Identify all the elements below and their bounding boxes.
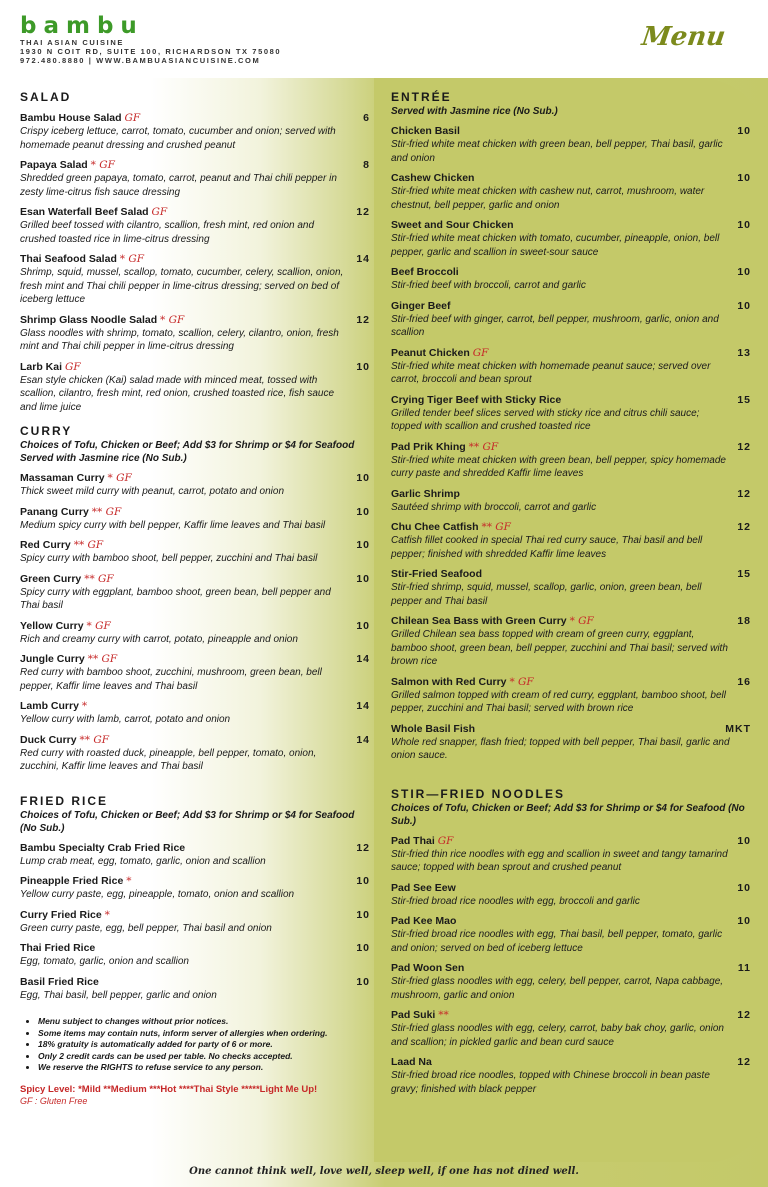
- menu-item-title: [391, 723, 475, 736]
- menu-item-price: 12: [737, 487, 751, 500]
- entree-list: [391, 125, 751, 763]
- menu-item-name: Pad Woon Sen: [391, 962, 465, 974]
- menu-item-price: 13: [737, 346, 751, 359]
- menu-item-name: Pad Kee Mao: [391, 915, 457, 927]
- menu-item-description: Stir-fried thin rice noodles with egg and scallion in sweet and tangy tamarind sauce; topped with bean sprout and crushed peanut: [391, 848, 728, 873]
- menu-item-diet-tag: * GF: [90, 159, 115, 171]
- menu-item-header: [20, 206, 370, 219]
- menu-item-header: [20, 942, 370, 955]
- menu-item-price: 14: [356, 700, 370, 712]
- menu-item-title: [20, 159, 115, 172]
- menu-item: [391, 172, 751, 212]
- menu-item-price: 10: [737, 299, 751, 312]
- menu-item: [391, 300, 751, 340]
- menu-item-description: Grilled Chilean sea bass topped with cream of green curry, eggplant, bamboo shoot, green bean, bell pepper, zucchini and Thai basil; served with brown rice: [391, 629, 728, 667]
- menu-item-diet-tag: ** GF: [84, 572, 114, 585]
- menu-item: [391, 347, 751, 387]
- menu-item-diet-tag: ** GF: [91, 505, 122, 518]
- menu-item-diet-tag: GF: [64, 360, 81, 373]
- menu-item: [391, 615, 751, 669]
- menu-item: [391, 676, 751, 716]
- menu-item-name: Laad Na: [391, 1056, 432, 1068]
- menu-item-price: 10: [737, 834, 751, 847]
- menu-item-description: Whole red snapper, flash fried; topped with bell pepper, Thai basil, garlic and onion sauce.: [391, 736, 730, 761]
- menu-item-price: 10: [356, 572, 370, 585]
- menu-item-title: [391, 1009, 449, 1022]
- menu-item-price: 12: [356, 313, 370, 326]
- menu-item-description: Rich and creamy curry with carrot, potato, pineapple and onion: [20, 633, 298, 645]
- menu-item-name: Thai Fried Rice: [20, 942, 96, 954]
- menu-item-diet-tag: ** GF: [468, 440, 499, 453]
- menu-item: [20, 539, 370, 566]
- menu-item-title: [391, 347, 488, 360]
- brand-subtitle: THAI ASIAN CUISINE: [20, 38, 124, 47]
- menu-item-title: [20, 700, 87, 713]
- menu-item-description: Yellow curry with lamb, carrot, potato and onion: [20, 714, 231, 725]
- menu-item-name: Sweet and Sour Chicken: [391, 219, 514, 231]
- menu-item-title: [20, 620, 111, 633]
- menu-item-title: [391, 521, 511, 534]
- menu-item-name: Basil Fried Rice: [20, 975, 99, 988]
- menu-item-name: Chu Chee Catfish: [391, 521, 479, 533]
- menu-item-title: [20, 472, 132, 485]
- brand-contact: 972.480.8880 | WWW.BAMBUASIANCUISINE.COM: [20, 56, 261, 65]
- menu-item: [20, 159, 370, 199]
- menu-item-name: Bambu Specialty Crab Fried Rice: [20, 841, 186, 854]
- menu-item-diet-tag: ** GF: [87, 653, 118, 665]
- menu-item-title: [20, 942, 95, 955]
- notes-list: [20, 1016, 370, 1074]
- menu-item-price: 15: [737, 393, 751, 406]
- menu-item-description: Thick sweet mild curry with peanut, carrot, potato and onion: [20, 486, 285, 497]
- spicy-level: Spicy Level: *Mild **Medium ***Hot ****Thai Style *****Light Me Up!: [20, 1083, 318, 1095]
- menu-item-title: [20, 361, 81, 374]
- menu-item-title: [391, 568, 482, 581]
- menu-item-title: [20, 506, 121, 519]
- header: [0, 0, 768, 78]
- menu-item-name: Stir-Fried Seafood: [391, 568, 483, 580]
- menu-item-header: [20, 734, 370, 747]
- menu-item-header: [20, 361, 370, 374]
- menu-item-header: [20, 472, 370, 485]
- menu-item-header: [391, 915, 751, 928]
- menu-item: [20, 472, 370, 499]
- menu-item-name: Bambu House Salad: [20, 112, 122, 124]
- menu-item-price: 10: [737, 125, 751, 137]
- note-item: • We reserve the RIGHTS to refuse service to any person.: [38, 1062, 370, 1074]
- menu-item-title: [20, 734, 109, 747]
- menu-item-header: [20, 976, 370, 989]
- menu-item-name: Crying Tiger Beef with Sticky Rice: [391, 393, 562, 406]
- menu-item-header: [20, 159, 370, 172]
- menu-item-diet-tag: ** GF: [79, 733, 110, 746]
- menu-item-price: 10: [356, 539, 370, 551]
- menu-item-description: Lump crab meat, egg, tomato, garlic, onion and scallion: [20, 855, 266, 867]
- menu-item: [391, 882, 751, 909]
- menu-item: [20, 573, 370, 613]
- salad-title: SALAD: [20, 90, 72, 104]
- menu-item-title: [20, 573, 114, 586]
- menu-item-name: Yellow Curry: [20, 619, 84, 632]
- menu-item-name: Duck Curry: [20, 733, 77, 746]
- menu-item-description: Yellow curry paste, egg, pineapple, tomato, onion and scallion: [20, 889, 295, 900]
- menu-item-description: Shredded green papaya, tomato, carrot, peanut and Thai chili pepper in zesty lime-citrus fish sauce dressing: [20, 173, 337, 198]
- menu-item-name: Esan Waterfall Beef Salad: [20, 206, 149, 218]
- menu-item-description: Shrimp, squid, mussel, scallop, tomato, cucumber, celery, scallion, onion, fresh mint and Thai chili pepper in lime-citrus dressing; served on bed of iceberg lettuce: [20, 267, 344, 305]
- menu-item: [20, 909, 370, 936]
- menu-item-name: Panang Curry: [20, 505, 89, 518]
- menu-item-header: [391, 1009, 751, 1022]
- menu-item-header: [20, 653, 370, 666]
- menu-item-header: [391, 723, 751, 736]
- menu-item-title: [20, 909, 110, 922]
- menu-item-title: [391, 488, 460, 501]
- menu-item-diet-tag: * GF: [509, 675, 534, 688]
- menu-item-name: Pad Thai: [391, 834, 435, 847]
- menu-item-price: 6: [363, 112, 370, 124]
- menu-item: [391, 962, 751, 1002]
- menu-item-price: 14: [356, 733, 370, 746]
- menu-item-header: [20, 700, 370, 713]
- menu-item: [391, 488, 751, 515]
- menu-item-price: 11: [737, 962, 751, 974]
- note-item: • 18% gratuity is automatically added for party of 6 or more.: [38, 1039, 370, 1051]
- menu-item-description: Medium spicy curry with bell pepper, Kaffir lime leaves and Thai basil: [20, 519, 326, 531]
- menu-item-price: 10: [356, 942, 370, 954]
- menu-item-description: Stir-fried broad rice noodles, topped with Chinese broccoli in bean paste gravy; finished with black pepper: [391, 1070, 710, 1095]
- menu-item-price: 14: [356, 253, 370, 265]
- menu-item-title: [391, 125, 460, 138]
- menu-item-description: Red curry with roasted duck, pineapple, bell pepper, tomato, onion, zucchini, Kaffir lime leaves and Thai basil: [20, 747, 317, 772]
- menu-item-price: 10: [356, 875, 370, 887]
- noodles-note: Choices of Tofu, Chicken or Beef; Add $3 for Shrimp or $4 for Seafood (No Sub.): [391, 802, 745, 827]
- menu-item-price: 10: [737, 915, 751, 927]
- menu-item-price: 12: [356, 841, 370, 854]
- menu-item-title: [20, 206, 167, 219]
- menu-item-header: [20, 539, 370, 552]
- menu-title: Menu: [639, 22, 728, 52]
- menu-item-diet-tag: *: [104, 908, 110, 921]
- note-item: • Only 2 credit cards can be used per table. No checks accepted.: [38, 1051, 370, 1063]
- menu-item: [20, 253, 370, 307]
- menu-item-header: [20, 253, 370, 266]
- menu-item-price: 10: [356, 505, 370, 518]
- menu-item: [391, 521, 751, 561]
- menu-item-name: Whole Basil Fish: [391, 722, 476, 735]
- menu-item-description: Crispy iceberg lettuce, carrot, tomato, cucumber and onion; served with homemade peanut dressing and crushed peanut: [20, 126, 336, 151]
- menu-item-title: [391, 172, 474, 185]
- menu-item-description: Stir-fried white meat chicken with green bean, bell pepper, spicy homemade curry paste and shredded Kaffir lime leaves: [391, 454, 726, 479]
- menu-item-header: [391, 521, 751, 534]
- menu-item-title: [391, 835, 453, 848]
- fried-rice-list: [20, 842, 370, 1003]
- menu-item-description: Spicy curry with eggplant, bamboo shoot, green bean, bell pepper and Thai basil: [20, 586, 331, 611]
- menu-item-title: [391, 1056, 432, 1069]
- menu-item-header: [391, 962, 751, 975]
- menu-item-name: Chicken Basil: [391, 125, 460, 137]
- menu-item: [20, 112, 370, 152]
- note-item: • Some items may contain nuts, inform server of allergies when ordering.: [38, 1028, 370, 1040]
- menu-item-title: [391, 300, 451, 313]
- menu-item: [391, 1056, 751, 1096]
- menu-item-title: [20, 653, 117, 666]
- menu-item-header: [20, 620, 370, 633]
- menu-item-description: Grilled beef tossed with cilantro, scallion, fresh mint, red onion and crushed toasted rice in lime-citrus dressing: [20, 220, 315, 245]
- menu-item-title: [391, 962, 464, 975]
- menu-item-header: [391, 676, 751, 689]
- menu-item-price: 12: [356, 206, 370, 218]
- footer-quote: One cannot think well, love well, sleep well, if one has not dined well.: [189, 1166, 579, 1177]
- noodles-list: [391, 835, 751, 1097]
- menu-item-diet-tag: *: [81, 700, 88, 712]
- menu-item-name: Lamb Curry: [20, 700, 79, 712]
- menu-item-name: Pad See Eew: [391, 881, 456, 894]
- menu-item-description: Grilled salmon topped with cream of red curry, eggplant, bamboo shoot, bell pepper, zucchini and Thai basil; served with brown rice: [391, 689, 726, 714]
- menu-item-title: [391, 615, 594, 628]
- menu-item-title: [391, 219, 514, 232]
- menu-item-title: [391, 882, 456, 895]
- menu-item-price: 10: [737, 172, 751, 184]
- menu-item-name: Pad Prik Khing: [391, 440, 466, 453]
- menu-item: [391, 394, 751, 434]
- menu-item-name: Larb Kai: [20, 360, 63, 373]
- curry-list: [20, 472, 370, 774]
- menu-item-header: [391, 882, 751, 895]
- menu-item-title: [391, 266, 459, 279]
- menu-item-description: Red curry with bamboo shoot, zucchini, mushroom, green bean, bell pepper, Kaffir lime leaves and Thai basil: [20, 667, 322, 692]
- menu-item-header: [391, 615, 751, 628]
- menu-item-title: [391, 394, 561, 407]
- menu-item-description: Egg, Thai basil, bell pepper, garlic and onion: [20, 989, 217, 1001]
- entree-title: ENTRÉE: [391, 90, 452, 104]
- brand-address: 1930 N COIT RD, SUITE 100, RICHARDSON TX 75080: [20, 47, 282, 56]
- menu-item-title: [20, 539, 103, 552]
- menu-item-diet-tag: * GF: [86, 619, 111, 632]
- menu-item-title: [20, 976, 99, 989]
- menu-item-name: Papaya Salad: [20, 159, 88, 171]
- menu-item-price: 8: [363, 159, 370, 171]
- menu-item-description: Spicy curry with bamboo shoot, bell pepper, zucchini and Thai basil: [20, 553, 318, 564]
- menu-item-name: Beef Broccoli: [391, 266, 459, 278]
- menu-item-description: Stir-fried beef with ginger, carrot, bell pepper, mushroom, garlic, onion and scallion: [391, 313, 719, 338]
- menu-item-price: 10: [356, 908, 370, 921]
- menu-item-name: Peanut Chicken: [391, 346, 470, 359]
- menu-item-description: Grilled tender beef slices served with sticky rice and citrus chili sauce; topped with scallion and crushed toasted rice: [391, 407, 700, 432]
- right-column: [391, 82, 751, 1096]
- menu-item-name: Salmon with Red Curry: [391, 675, 507, 688]
- menu-item-name: Chilean Sea Bass with Green Curry: [391, 615, 567, 627]
- note-item: • Menu subject to changes without prior notices.: [38, 1016, 370, 1028]
- menu-item: [391, 915, 751, 955]
- menu-item-price: MKT: [725, 722, 751, 735]
- menu-item: [20, 842, 370, 869]
- menu-item-header: [20, 506, 370, 519]
- menu-item-price: 12: [737, 1009, 751, 1021]
- menu-item: [20, 875, 370, 902]
- menu-item-diet-tag: * GF: [107, 472, 132, 484]
- curry-title: CURRY: [20, 424, 73, 438]
- menu-item-diet-tag: ** GF: [73, 539, 104, 551]
- menu-item: [20, 700, 370, 727]
- menu-item-description: Esan style chicken (Kai) salad made with minced meat, tossed with scallion, cilantro, fresh mint, red onion, crushed toasted rice, fish sauce and lime juice: [20, 374, 335, 413]
- menu-item: [391, 125, 751, 165]
- menu-item: [391, 835, 751, 875]
- menu-item-description: Sautéed shrimp with broccoli, carrot and garlic: [391, 501, 597, 513]
- menu-item-header: [20, 112, 370, 125]
- menu-item-title: [391, 915, 456, 928]
- menu-item-diet-tag: GF: [124, 112, 141, 124]
- menu-item: [20, 620, 370, 647]
- menu-item-header: [391, 266, 751, 279]
- menu-item-price: 15: [737, 568, 751, 580]
- menu-item: [20, 976, 370, 1003]
- menu-item-header: [391, 394, 751, 407]
- menu-item-name: Shrimp Glass Noodle Salad: [20, 313, 158, 326]
- menu-item-name: Jungle Curry: [20, 653, 85, 665]
- menu-item-header: [20, 314, 370, 327]
- menu-item: [20, 653, 370, 693]
- menu-item-name: Red Curry: [20, 539, 71, 551]
- menu-item-description: Stir-fried shrimp, squid, mussel, scallop, garlic, onion, green bean, bell pepper and Thai basil: [391, 582, 702, 607]
- menu-item: [391, 266, 751, 293]
- menu-item-description: Stir-fried broad rice noodles with egg, broccoli and garlic: [391, 895, 640, 907]
- menu-item-header: [391, 835, 751, 848]
- menu-item: [391, 441, 751, 481]
- menu-item: [20, 314, 370, 354]
- menu-item-header: [391, 172, 751, 185]
- menu-item: [20, 361, 370, 415]
- menu-item-name: Thai Seafood Salad: [20, 253, 117, 265]
- gluten-free-note: GF : Gluten Free: [20, 1095, 88, 1106]
- menu-item-price: 12: [737, 1056, 751, 1068]
- menu-item: [391, 219, 751, 259]
- menu-item-description: Stir-fried broad rice noodles with egg, Thai basil, bell pepper, tomato, garlic and onion; served on bed of iceberg lettuce: [391, 929, 723, 954]
- menu-item-description: Stir-fried white meat chicken with green bean, bell pepper, Thai basil, garlic and onion: [391, 139, 723, 164]
- menu-item-diet-tag: * GF: [119, 253, 145, 265]
- menu-item-price: 10: [737, 881, 751, 894]
- menu-item-title: [20, 875, 131, 888]
- menu-item-name: Ginger Beef: [391, 299, 451, 312]
- menu-item-description: Stir-fried glass noodles with egg, celery, carrot, baby bak choy, garlic, onion and scallion; in pickled garlic and bean curd sauce: [391, 1023, 724, 1048]
- menu-item-description: Egg, tomato, garlic, onion and scallion: [20, 956, 189, 967]
- fried-rice-note: Choices of Tofu, Chicken or Beef; Add $3 for Shrimp or $4 for Seafood (No Sub.): [20, 809, 355, 834]
- menu-item-header: [391, 347, 751, 360]
- menu-item-header: [391, 219, 751, 232]
- menu-item-header: [391, 488, 751, 501]
- menu-item-description: Stir-fried white meat chicken with cashew nut, carrot, mushroom, water chestnut, bell pepper, garlic and onion: [391, 186, 705, 211]
- menu-item: [391, 568, 751, 608]
- menu-item-name: Green Curry: [20, 572, 82, 585]
- menu-item-name: Massaman Curry: [20, 472, 105, 484]
- menu-item-price: 10: [737, 219, 751, 231]
- menu-item-description: Stir-fried beef with broccoli, carrot and garlic: [391, 280, 586, 291]
- menu-item-name: Garlic Shrimp: [391, 487, 460, 500]
- menu-item-title: [20, 314, 184, 327]
- menu-item-title: [391, 676, 534, 689]
- menu-item-price: 12: [737, 521, 751, 533]
- menu-item-name: Cashew Chicken: [391, 172, 475, 184]
- menu-item: [391, 723, 751, 763]
- menu-item-header: [391, 568, 751, 581]
- menu-item: [391, 1009, 751, 1049]
- salad-list: [20, 112, 370, 414]
- menu-item-header: [391, 441, 751, 454]
- menu-item-description: Stir-fried glass noodles with egg, celery, bell pepper, carrot, Napa cabbage, mushroom, garlic and onion: [391, 976, 724, 1001]
- menu-item-title: [20, 842, 185, 855]
- menu-item-price: 14: [356, 653, 370, 665]
- menu-item-price: 16: [737, 675, 751, 688]
- menu-item: [20, 942, 370, 969]
- menu-item-price: 18: [737, 615, 751, 627]
- menu-item-name: Curry Fried Rice: [20, 908, 102, 921]
- menu-item: [20, 506, 370, 533]
- menu-item-diet-tag: *: [126, 875, 132, 887]
- noodles-title: STIR—FRIED NOODLES: [391, 786, 566, 801]
- menu-item-header: [391, 125, 751, 138]
- menu-item-header: [391, 1056, 751, 1069]
- menu-item-title: [20, 253, 144, 266]
- menu-item-diet-tag: **: [438, 1009, 449, 1021]
- menu-item: [20, 734, 370, 774]
- menu-item: [20, 206, 370, 246]
- menu-item-diet-tag: * GF: [160, 313, 185, 326]
- menu-item-header: [20, 909, 370, 922]
- menu-item-description: Stir-fried white meat chicken with tomato, cucumber, pineapple, onion, bell pepper, garlic and scallion in sweet-sour sauce: [391, 233, 720, 258]
- menu-item-name: Pineapple Fried Rice: [20, 875, 124, 887]
- brand-block: [20, 15, 281, 65]
- entree-note: Served with Jasmine rice (No Sub.): [391, 106, 558, 117]
- menu-item-diet-tag: * GF: [569, 615, 594, 627]
- menu-item-description: Stir-fried white meat chicken with homemade peanut sauce; served over carrot, broccoli and bean sprout: [391, 360, 711, 385]
- menu-item-title: [391, 441, 498, 454]
- menu-item-diet-tag: GF: [437, 834, 454, 847]
- menu-item-price: 12: [737, 440, 751, 453]
- menu-item-price: 10: [356, 975, 370, 988]
- menu-item-price: 10: [356, 360, 370, 373]
- menu-item-header: [391, 300, 751, 313]
- menu-item-description: Green curry paste, egg, bell pepper, Thai basil and onion: [20, 922, 272, 934]
- fried-rice-title: FRIED RICE: [20, 793, 109, 808]
- menu-item-diet-tag: ** GF: [481, 521, 511, 533]
- menu-item-price: 10: [737, 266, 751, 278]
- menu-item-header: [20, 573, 370, 586]
- left-column: [20, 82, 370, 1107]
- menu-item-name: Pad Suki: [391, 1009, 436, 1021]
- brand-name: bambu: [20, 13, 144, 39]
- menu-item-price: 10: [356, 619, 370, 632]
- menu-item-description: Catfish fillet cooked in special Thai red curry sauce, Thai basil and bell pepper; finished with shredded Kaffir lime leaves: [391, 535, 703, 560]
- menu-item-price: 10: [356, 472, 370, 484]
- menu-item-title: [20, 112, 140, 125]
- menu-item-diet-tag: GF: [472, 346, 489, 359]
- menu-item-diet-tag: GF: [151, 206, 168, 218]
- curry-note: Choices of Tofu, Chicken or Beef; Add $3 for Shrimp or $4 for Seafood Served with Jasmine rice (No Sub.): [20, 440, 355, 464]
- menu-item-header: [20, 842, 370, 855]
- menu-item-header: [20, 875, 370, 888]
- menu-item-description: Glass noodles with shrimp, tomato, scallion, celery, cilantro, onion, fresh mint and Thai chili pepper in lime-citrus dressing: [20, 327, 339, 352]
